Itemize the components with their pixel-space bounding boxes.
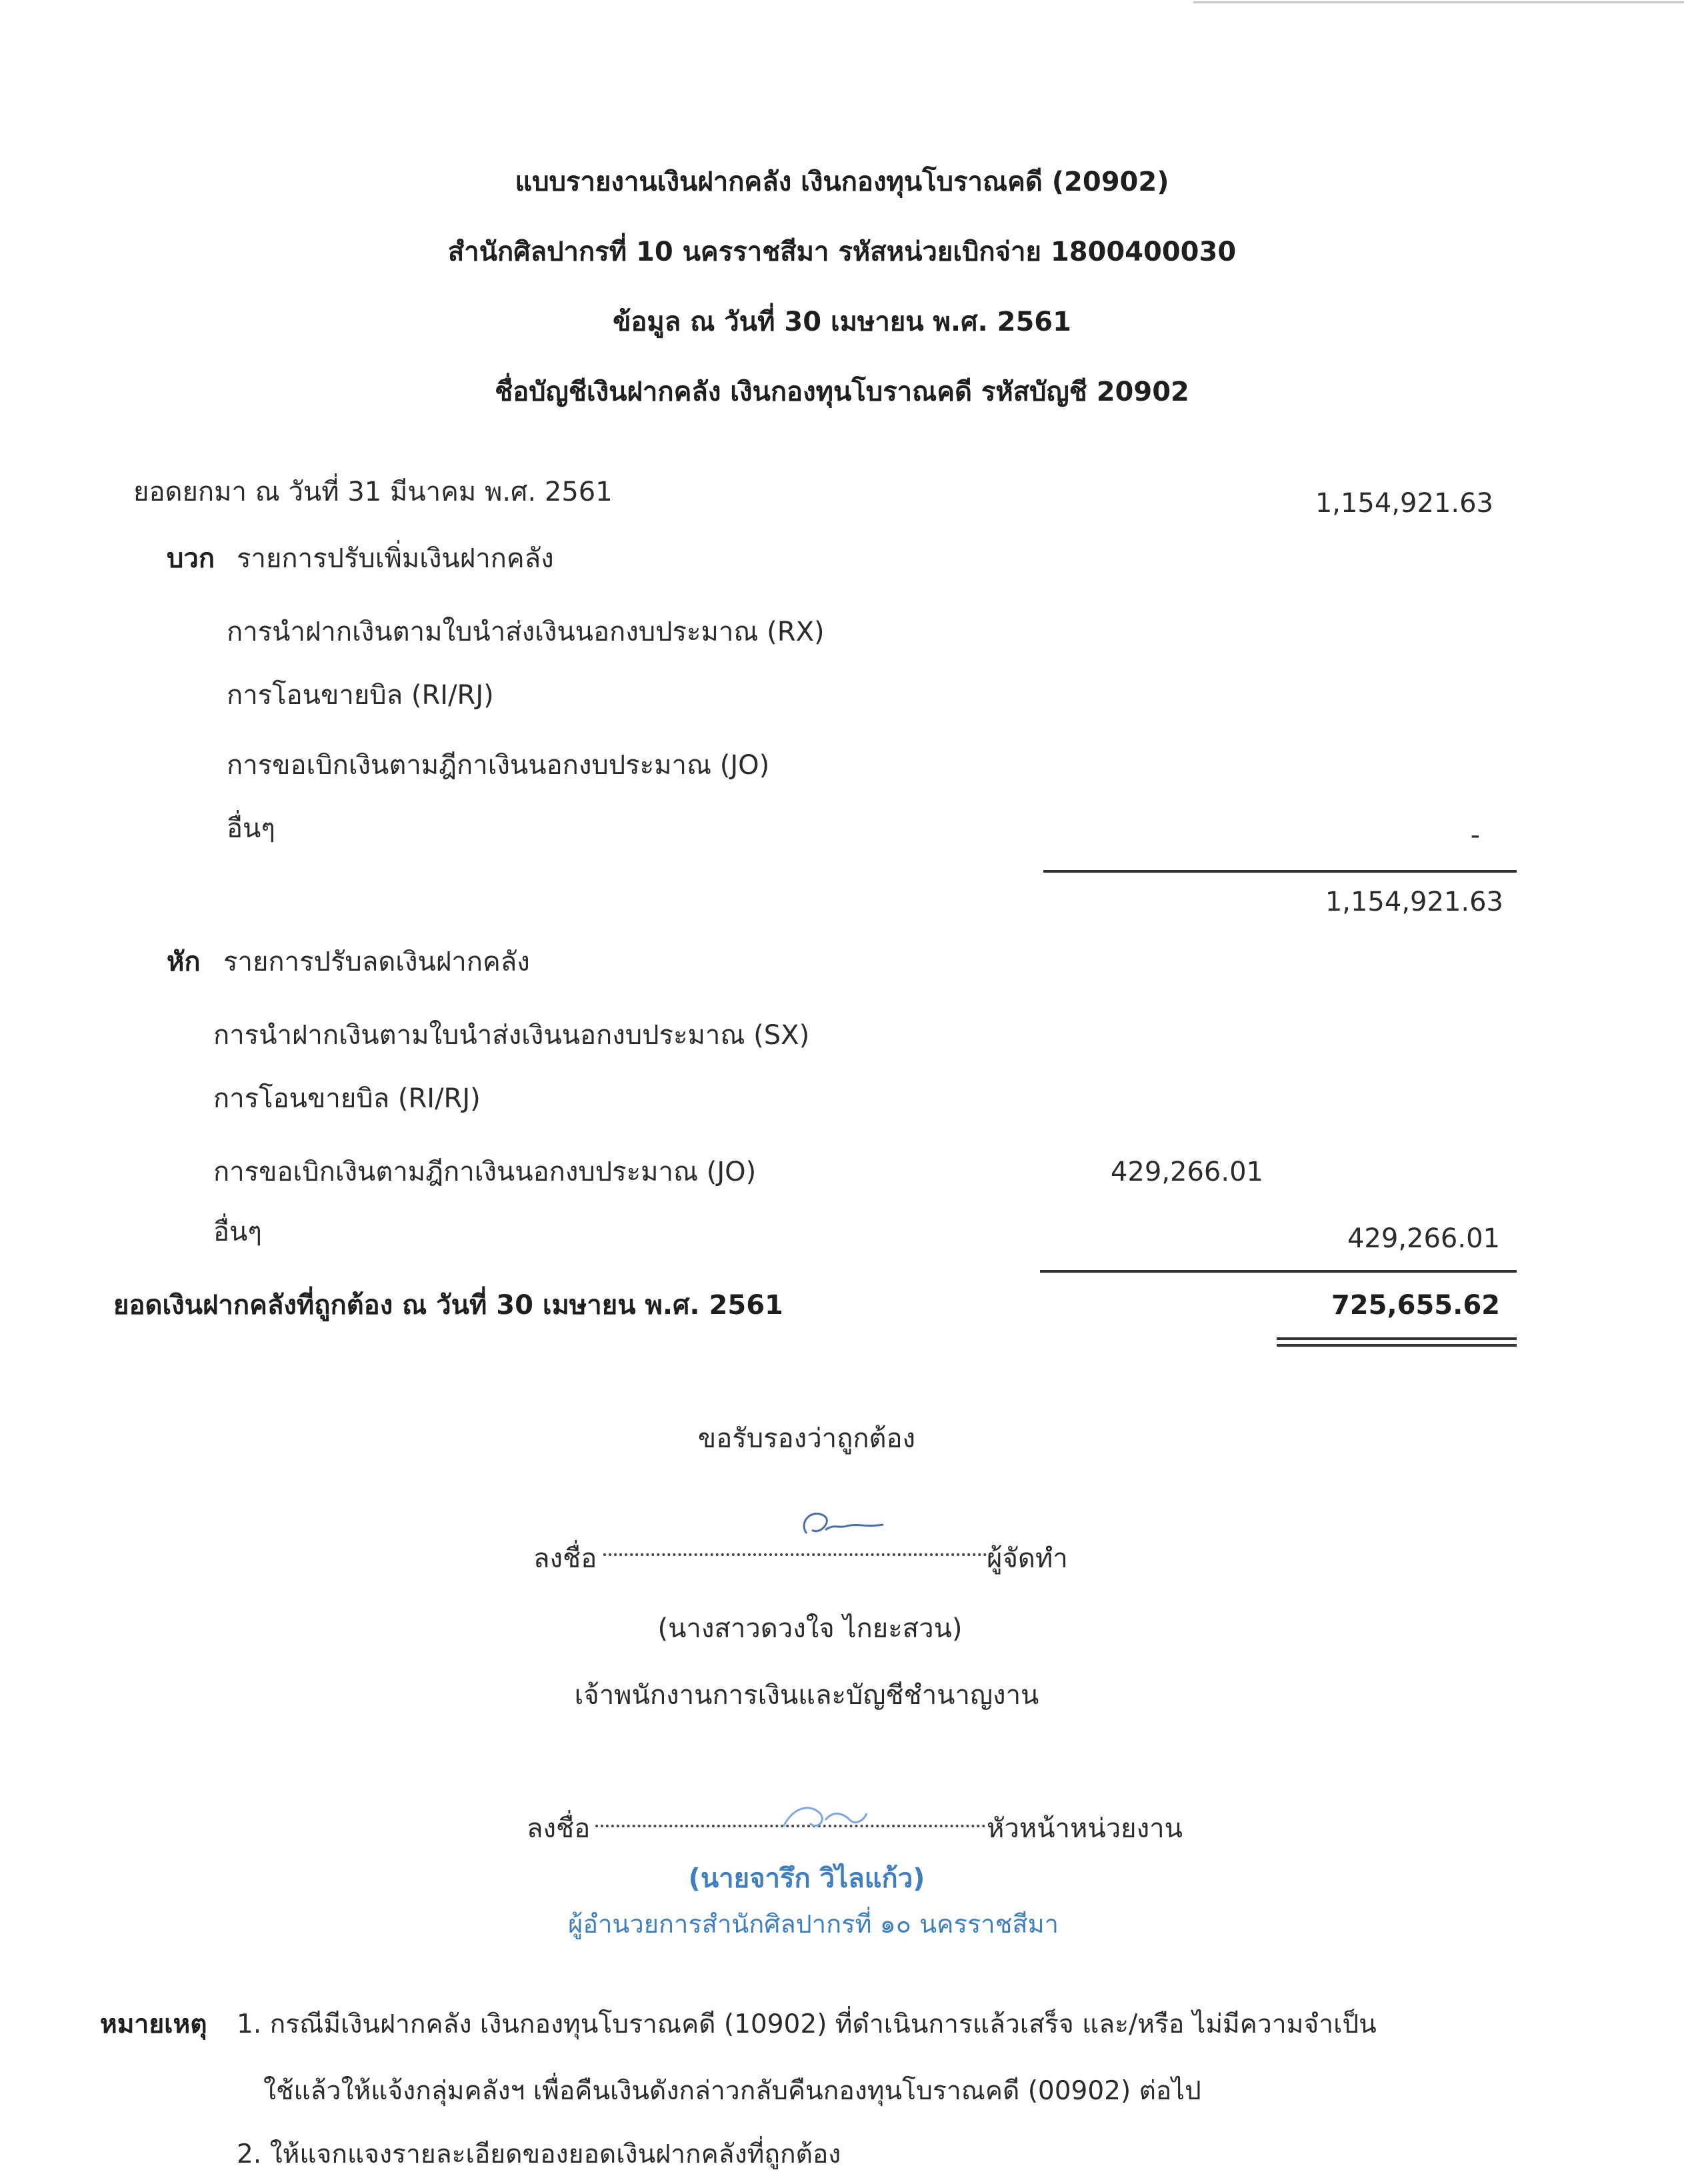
certify-text: ขอรับรองว่าถูกต้อง bbox=[697, 1423, 916, 1454]
balance-amount: 725,655.62 bbox=[1331, 1290, 1500, 1321]
signer1-position: เจ้าพนักงานการเงินและบัญชีชำนาญงาน bbox=[574, 1680, 1039, 1711]
notes-label: หมายเหตุ bbox=[100, 2009, 207, 2039]
signer2-position: ผู้อำนวยการสำนักศิลปากรที่ ๑๐ นครราชสีมา bbox=[567, 1909, 1059, 1939]
deduct-prefix: หัก bbox=[167, 947, 201, 977]
balance-label: ยอดเงินฝากคลังที่ถูกต้อง ณ วันที่ 30 เมษายน พ.ศ. 2561 bbox=[113, 1290, 783, 1321]
add-other-amount: - bbox=[1470, 820, 1480, 851]
deduct-item-jo: การขอเบิกเงินตามฎีกาเงินนอกงบประมาณ (JO) bbox=[213, 1157, 757, 1187]
note-1-line-1: 1. กรณีมีเงินฝากคลัง เงินกองทุนโบราณคดี (10902) ที่ดำเนินการแล้วเสร็จ และ/หรือ ไม่มีความจำเป็น bbox=[237, 2009, 1377, 2039]
signer1-sign-label: ลงชื่อ bbox=[533, 1543, 597, 1574]
add-title: รายการปรับเพิ่มเงินฝากคลัง bbox=[237, 543, 554, 574]
scan-artifact-line bbox=[1193, 1, 1684, 3]
double-underline-bottom bbox=[1277, 1344, 1517, 1347]
signer1-name: (นางสาวดวงใจ ไกยะสวน) bbox=[657, 1613, 963, 1644]
signature2-mark bbox=[773, 1793, 873, 1840]
add-item-rirj: การโอนขายบิล (RI/RJ) bbox=[227, 680, 494, 711]
add-subtotal-rule bbox=[1043, 870, 1517, 873]
signature-mark bbox=[793, 1503, 893, 1550]
signer2-sign-label: ลงชื่อ bbox=[527, 1813, 591, 1844]
note-1-line-2: ใช้แล้วให้แจ้งกลุ่มคลังฯ เพื่อคืนเงินดังกล่าวกลับคืนกองทุนโบราณคดี (00902) ต่อไป bbox=[263, 2076, 1201, 2106]
deduct-total: 429,266.01 bbox=[1347, 1223, 1500, 1254]
signer1-role: ผู้จัดทำ bbox=[987, 1543, 1068, 1574]
deduct-item-sx: การนำฝากเงินตามใบนำส่งเงินนอกงบประมาณ (SX) bbox=[213, 1020, 810, 1051]
double-underline-top bbox=[1277, 1337, 1517, 1340]
report-title: แบบรายงานเงินฝากคลัง เงินกองทุนโบราณคดี (20902) bbox=[515, 167, 1169, 197]
add-subtotal: 1,154,921.63 bbox=[1325, 887, 1503, 917]
signer2-role: หัวหน้าหน่วยงาน bbox=[987, 1813, 1183, 1844]
add-prefix: บวก bbox=[167, 543, 215, 574]
signer2-name: (นายจารึก วิไลแก้ว) bbox=[688, 1863, 925, 1894]
office-line: สำนักศิลปากรที่ 10 นครราชสีมา รหัสหน่วยเบิกจ่าย 1800400030 bbox=[447, 237, 1237, 267]
add-item-jo: การขอเบิกเงินตามฎีกาเงินนอกงบประมาณ (JO) bbox=[227, 750, 770, 781]
add-item-rx: การนำฝากเงินตามใบนำส่งเงินนอกงบประมาณ (RX) bbox=[227, 617, 825, 647]
note-2: 2. ให้แจกแจงรายละเอียดของยอดเงินฝากคลังที่ถูกต้อง bbox=[237, 2139, 841, 2169]
opening-amount: 1,154,921.63 bbox=[1315, 488, 1493, 519]
add-item-other: อื่นๆ bbox=[227, 813, 275, 844]
deduct-item-other: อื่นๆ bbox=[213, 1217, 262, 1247]
deduct-item-rirj: การโอนขายบิล (RI/RJ) bbox=[213, 1083, 481, 1114]
account-line: ชื่อบัญชีเงินฝากคลัง เงินกองทุนโบราณคดี รหัสบัญชี 20902 bbox=[495, 377, 1189, 407]
signer1-dots bbox=[603, 1553, 987, 1556]
deduct-total-rule bbox=[1040, 1270, 1517, 1273]
deduct-jo-amount: 429,266.01 bbox=[1110, 1157, 1263, 1187]
opening-label: ยอดยกมา ณ วันที่ 31 มีนาคม พ.ศ. 2561 bbox=[133, 477, 613, 507]
deduct-title: รายการปรับลดเงินฝากคลัง bbox=[223, 947, 530, 977]
date-line: ข้อมูล ณ วันที่ 30 เมษายน พ.ศ. 2561 bbox=[613, 307, 1071, 337]
